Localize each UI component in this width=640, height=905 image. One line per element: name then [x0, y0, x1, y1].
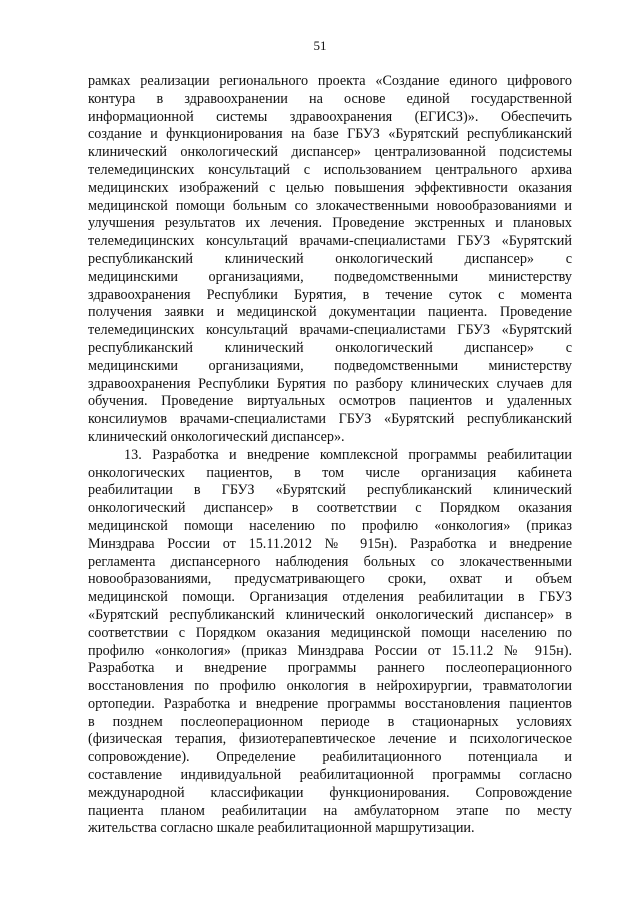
text-line: рамках реализации регионального проекта «Создание единого цифрового: [88, 73, 572, 89]
text-line: онкологический диспансер» в соответствии с Порядком оказания: [88, 500, 572, 517]
text-line: профилю «онкология» (приказ Минздрава России от 15.11.2 № 915н).: [88, 642, 572, 659]
text-line: пациента планом реабилитации на амбулаторном этапе по месту: [88, 802, 572, 819]
document-body: [88, 73, 572, 838]
text-line: здравоохранения Республики Бурятия, в течение суток с момента: [88, 286, 572, 303]
text-line: соответствии с Порядком оказания медицинской помощи населению по: [88, 624, 572, 641]
text-line: республиканский клинический онкологический диспансер» с: [88, 339, 572, 356]
text-line: международной классификации функционирования. Сопровождение: [88, 784, 572, 801]
text-line: консилиумов врачами-специалистами ГБУЗ «Бурятский республиканский: [88, 411, 572, 428]
text-line: создание и функционирования на базе ГБУЗ «Бурятский республиканский: [88, 126, 572, 143]
text-line: новообразованиями, предусматривающего сроки, охват и объем: [88, 571, 572, 588]
text-line: телемедицинских консультаций врачами-специалистами ГБУЗ «Бурятский: [88, 322, 572, 339]
text-line: ортопедии. Разработка и внедрение программы восстановления пациентов: [88, 695, 572, 712]
text-line: улучшения результатов их лечения. Проведение экстренных и плановых: [88, 215, 572, 232]
text-line: реабилитации в ГБУЗ «Бурятский республиканский клинический: [88, 482, 572, 499]
text-line: медицинскими организациями, подведомственными министерству: [88, 268, 572, 285]
text-line: составление индивидуальной реабилитационной программы согласно: [88, 767, 572, 784]
text-line: онкологических пациентов, в том числе организация кабинета: [88, 464, 572, 481]
text-line: сопровождение). Определение реабилитационного потенциала и: [88, 749, 572, 766]
text-line: регламента диспансерного наблюдения больных со злокачественными: [88, 553, 572, 570]
text-line: информационной системы здравоохранения (ЕГИСЗ)». Обеспечить: [88, 108, 572, 125]
text-line: (физическая терапия, физиотерапевтическое лечение и психологическое: [88, 731, 572, 748]
text-line: в позднем послеоперационном периоде в стационарных условиях: [88, 713, 572, 730]
paragraph-end-line: жительства согласно шкале реабилитационной маршрутизации.: [88, 820, 475, 837]
text-line: восстановления по профилю онкология в нейрохирургии, травматологии: [88, 678, 572, 695]
text-line: Разработка и внедрение программы раннего послеоперационного: [88, 660, 572, 677]
text-line: клинический онкологический диспансер» централизованной подсистемы: [88, 144, 572, 161]
text-line: контура в здравоохранении на основе единой государственной: [88, 90, 572, 107]
text-line: обучения. Проведение виртуальных осмотров пациентов и удаленных: [88, 393, 572, 410]
text-line: получения заявки и медицинской документации пациента. Проведение: [88, 304, 572, 321]
text-line: здравоохранения Республики Бурятия по разбору клинических случаев для: [88, 375, 572, 392]
text-line: медицинской помощи населению по профилю «онкология» (приказ: [88, 517, 572, 534]
page-number: 51: [313, 38, 327, 53]
numbered-paragraph-start: 13. Разработка и внедрение комплексной программы реабилитации: [124, 446, 572, 463]
text-line: медицинской помощи больным со злокачественными новообразованиями и: [88, 197, 572, 214]
text-line: медицинскими организациями, подведомственными министерству: [88, 357, 572, 374]
paragraph-end-line: клинический онкологический диспансер».: [88, 428, 345, 445]
text-line: медицинской помощи. Организация отделения реабилитации в ГБУЗ: [88, 589, 572, 606]
text-line: телемедицинских консультаций с использованием центрального архива: [88, 161, 572, 178]
text-line: «Бурятский республиканский клинический онкологический диспансер» в: [88, 606, 572, 623]
text-line: республиканский клинический онкологический диспансер» с: [88, 250, 572, 267]
text-line: Минздрава России от 15.11.2012 № 915н). Разработка и внедрение: [88, 535, 572, 552]
text-line: медицинских изображений с целью повышения эффективности оказания: [88, 179, 572, 196]
text-line: телемедицинских консультаций врачами-специалистами ГБУЗ «Бурятский: [88, 233, 572, 250]
